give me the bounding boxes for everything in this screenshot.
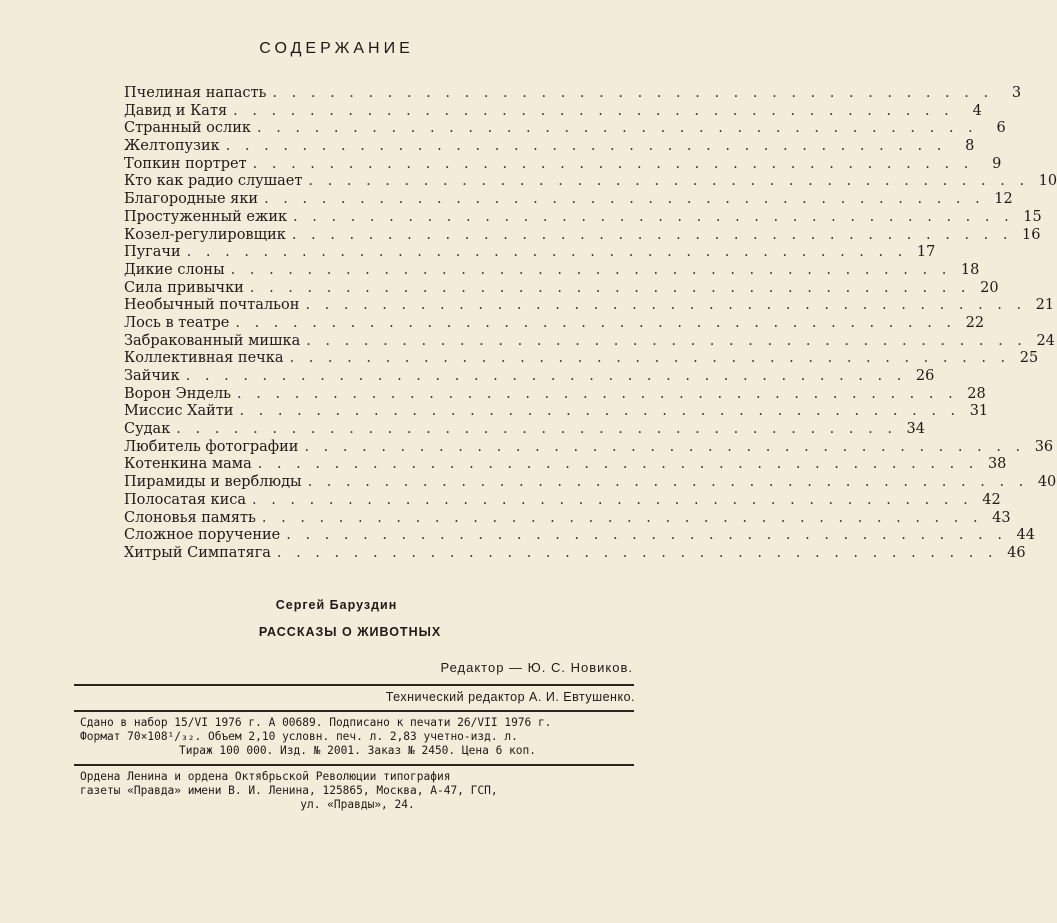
dot-leader: . . . . . . . . . . . . . . . . . . . . . . . . . . . . . . . . . . . . . . (249, 279, 971, 296)
toc-entry (124, 350, 1039, 368)
toc-entry-page: 12 (994, 191, 1013, 208)
toc-entry-title: Сила привычки (124, 279, 244, 296)
toc-entry (124, 244, 936, 262)
toc-entry (124, 474, 1057, 492)
toc-entry (124, 456, 1007, 474)
toc-entry (124, 368, 935, 386)
toc-entry (124, 491, 1001, 510)
toc-entry-page: 21 (1035, 297, 1055, 314)
imprint-block (80, 716, 635, 758)
author-name: Сергей Баруздин (275, 598, 398, 612)
dot-leader: . . . . . . . . . . . . . . . . . . . . . . . . . . . . . . . . . . . . . . (256, 120, 978, 137)
toc-entry-title: Сложное поручение (124, 527, 281, 544)
dot-leader: . . . . . . . . . . . . . . . . . . . . . . . . . . . . . . . . . . . . . . (272, 85, 994, 101)
dot-leader: . . . . . . . . . . . . . . . . . . . . . . . . . . . . . . . . . . . . . . (233, 102, 954, 119)
dot-leader: . . . . . . . . . . . . . . . . . . . . . . . . . . . . . . . . . . . . . . (186, 244, 908, 261)
toc-entry-title: Простуженный ежик (124, 208, 288, 225)
toc-entry-title: Желтопузик (124, 138, 220, 155)
dot-leader: . . . . . . . . . . . . . . . . . . . . . . . . . . . . . . . . . . . . . . (264, 191, 985, 208)
dot-leader: . . . . . . . . . . . . . . . . . . . . . . . . . . . . . . . . . . . . . . (239, 403, 961, 420)
toc-entry (124, 421, 925, 439)
toc-entry-title: Пугачи (124, 244, 181, 261)
toc-entry-title: Слоновья память (124, 509, 256, 526)
toc-entry-title: Любитель фотографии (124, 438, 299, 455)
toc-entry-page: 38 (987, 456, 1007, 473)
dot-leader: . . . . . . . . . . . . . . . . . . . . . . . . . . . . . . . . . . . . . . (306, 332, 1027, 349)
printer-line: Ордена Ленина и ордена Октябрьской Революции типография (80, 770, 451, 783)
toc-entry-title: Пчелиная напасть (124, 85, 267, 101)
dot-leader: . . . . . . . . . . . . . . . . . . . . . . . . . . . . . . . . . . . . . . (304, 438, 1026, 455)
editor-credit: Редактор — Ю. С. Новиков. (440, 660, 633, 675)
divider (74, 684, 634, 686)
dot-leader: . . . . . . . . . . . . . . . . . . . . . . . . . . . . . . . . . . . . . . (291, 226, 1013, 243)
toc-entry-page: 28 (967, 385, 986, 402)
toc-entry (124, 403, 989, 421)
toc-entry-title: Полосатая киса (124, 491, 246, 508)
toc-entry-page: 26 (915, 368, 935, 384)
dot-leader: . . . . . . . . . . . . . . . . . . . . . . . . . . . . . . . . . . . . . . (308, 173, 1030, 190)
toc-entry (124, 173, 1057, 191)
toc-entry (124, 527, 1035, 545)
toc-entry-page: 43 (992, 509, 1011, 526)
dot-leader: . . . . . . . . . . . . . . . . . . . . . . . . . . . . . . . . . . . . . . (293, 208, 1014, 225)
toc-entry-title: Пирамиды и верблюды (124, 474, 302, 491)
imprint-line: Тираж 100 000. Изд. № 2001. Заказ № 2450. Цена 6 коп. (179, 744, 536, 757)
toc-entry (124, 279, 999, 298)
tech-editor-credit: Технический редактор А. И. Евтушенко. (385, 690, 635, 704)
toc-entry (124, 261, 980, 280)
toc-entry-title: Забракованный мишка (124, 332, 301, 349)
book-title: РАССКАЗЫ О ЖИВОТНЫХ (258, 625, 442, 639)
toc-entry-page: 18 (960, 261, 980, 278)
toc-entry-page: 20 (980, 279, 999, 296)
dot-leader: . . . . . . . . . . . . . . . . . . . . . . . . . . . . . . . . . . . . . . (307, 474, 1029, 491)
dot-leader: . . . . . . . . . . . . . . . . . . . . . . . . . . . . . . . . . . . . . . (286, 527, 1007, 544)
toc-entry-title: Ворон Эндель (124, 385, 232, 402)
dot-leader: . . . . . . . . . . . . . . . . . . . . . . . . . . . . . . . . . . . . . . (235, 314, 957, 331)
toc-entry-page: 8 (965, 138, 975, 155)
toc-entry-page: 36 (1034, 438, 1054, 455)
toc-entry (124, 332, 1055, 351)
toc-entry-title: Лось в театре (124, 314, 230, 331)
toc-entry-title: Странный ослик (124, 120, 251, 137)
dot-leader: . . . . . . . . . . . . . . . . . . . . . . . . . . . . . . . . . . . . . . (230, 261, 952, 278)
toc-entry-title: Судак (124, 421, 171, 438)
toc-entry (124, 208, 1042, 227)
toc-entry-page: 40 (1037, 474, 1057, 491)
toc-entry-page: 24 (1036, 332, 1055, 349)
toc-entry-page: 42 (982, 491, 1001, 508)
toc-entry-page: 16 (1022, 226, 1041, 243)
toc-entry (124, 155, 1002, 174)
toc-entry (124, 544, 1026, 563)
dot-leader: . . . . . . . . . . . . . . . . . . . . . . . . . . . . . . . . . . . . . . (257, 456, 979, 473)
toc-entry-page: 6 (996, 120, 1006, 137)
dot-leader: . . . . . . . . . . . . . . . . . . . . . . . . . . . . . . . . . . . . . . (276, 544, 998, 561)
printer-line: газеты «Правда» имени В. И. Ленина, 125865, Москва, А-47, ГСП, (80, 784, 498, 797)
toc-entry (124, 191, 1013, 209)
toc-entry-page: 22 (965, 314, 985, 331)
toc-entry (124, 385, 986, 404)
toc-entry (124, 509, 1011, 528)
dot-leader: . . . . . . . . . . . . . . . . . . . . . . . . . . . . . . . . . . . . . . (185, 368, 907, 384)
toc-entry (124, 85, 1022, 103)
toc-entry-page: 17 (916, 244, 936, 261)
toc-entry-page: 3 (1011, 85, 1022, 101)
toc-entry-title: Хитрый Симпатяга (124, 544, 271, 561)
toc-entry-page: 10 (1038, 173, 1057, 190)
toc-entry-page: 34 (906, 421, 925, 438)
toc-entry-page: 46 (1007, 544, 1026, 561)
toc-entry-title: Козел-регулировщик (124, 226, 286, 243)
dot-leader: . . . . . . . . . . . . . . . . . . . . . . . . . . . . . . . . . . . . . . (252, 155, 974, 172)
toc-entry-title: Благородные яки (124, 191, 259, 208)
toc-entry (124, 314, 985, 333)
dot-leader: . . . . . . . . . . . . . . . . . . . . . . . . . . . . . . . . . . . . . . (237, 385, 958, 402)
dot-leader: . . . . . . . . . . . . . . . . . . . . . . . . . . . . . . . . . . . . . . (176, 421, 897, 438)
toc-entry-page: 44 (1016, 527, 1035, 544)
toc-entry (124, 226, 1041, 245)
divider (74, 764, 634, 766)
toc-entry-page: 4 (972, 102, 982, 119)
toc-entry-title: Зайчик (124, 368, 180, 384)
table-of-contents (124, 85, 1057, 563)
toc-entry-title: Кто как радио слушает (124, 173, 303, 190)
printer-block (80, 770, 635, 812)
dot-leader: . . . . . . . . . . . . . . . . . . . . . . . . . . . . . . . . . . . . . . (305, 297, 1027, 314)
toc-entry (124, 297, 1055, 315)
toc-entry (124, 138, 975, 156)
toc-entry-title: Топкин портрет (124, 155, 247, 172)
toc-entry-title: Необычный почтальон (124, 297, 300, 314)
toc-entry-page: 9 (992, 155, 1002, 172)
toc-entry-title: Дикие слоны (124, 261, 225, 278)
dot-leader: . . . . . . . . . . . . . . . . . . . . . . . . . . . . . . . . . . . . . . (225, 138, 947, 155)
contents-heading: СОДЕРЖАНИЕ (259, 40, 414, 57)
toc-entry-title: Давид и Катя (124, 102, 228, 119)
printer-line: ул. «Правды», 24. (300, 798, 415, 811)
divider (74, 710, 634, 712)
toc-entry-page: 25 (1019, 350, 1039, 367)
toc-entry-title: Котенкина мама (124, 456, 252, 473)
toc-entry-title: Коллективная печка (124, 350, 284, 367)
toc-entry-page: 31 (969, 403, 989, 420)
toc-entry (124, 438, 1054, 457)
toc-entry-title: Миссис Хайти (124, 403, 234, 420)
dot-leader: . . . . . . . . . . . . . . . . . . . . . . . . . . . . . . . . . . . . . . (261, 509, 983, 526)
dot-leader: . . . . . . . . . . . . . . . . . . . . . . . . . . . . . . . . . . . . . . (252, 491, 973, 508)
imprint-line: Формат 70×108¹/₃₂. Объем 2,10 условн. печ. л. 2,83 учетно-изд. л. (80, 730, 518, 743)
toc-entry (124, 102, 982, 121)
toc-entry (124, 120, 1006, 138)
toc-entry-page: 15 (1023, 208, 1042, 225)
imprint-line: Сдано в набор 15/VI 1976 г. А 00689. Подписано к печати 26/VII 1976 г. (80, 716, 552, 729)
dot-leader: . . . . . . . . . . . . . . . . . . . . . . . . . . . . . . . . . . . . . . (289, 350, 1011, 367)
